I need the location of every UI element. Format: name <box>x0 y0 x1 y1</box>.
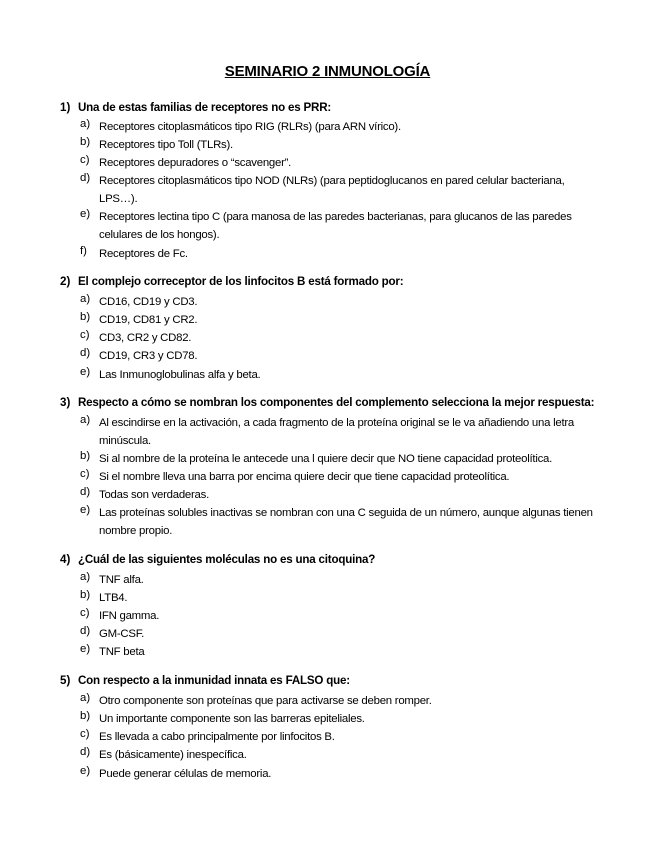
option-text: Otro componente son proteínas que para activarse se deben romper. <box>99 695 432 707</box>
option-text: Al escindirse en la activación, a cada fragmento de la proteína original se le va añadiendo una letra minúscula. <box>99 417 574 447</box>
option-text: Receptores lectina tipo C (para manosa de las paredes bacterianas, para glucanos de las paredes celulares de los hongos). <box>99 211 572 241</box>
option-text: TNF beta <box>99 646 145 658</box>
question-text: ¿Cuál de las siguientes moléculas no es una citoquina? <box>78 553 376 566</box>
option-label: b) <box>80 710 91 722</box>
option-label: a) <box>80 414 91 426</box>
option-label: e) <box>80 765 91 777</box>
option-label: e) <box>80 366 91 378</box>
question-text: Una de estas familias de receptores no es PRR: <box>78 101 332 114</box>
option-text: Todas son verdaderas. <box>99 489 209 501</box>
option-label: c) <box>80 468 90 480</box>
option-label: d) <box>80 625 91 637</box>
option-label: c) <box>80 329 90 341</box>
option-text: Las proteínas solubles inactivas se nombran con una C seguida de un número, aunque algunas tienen nombre propio. <box>99 507 593 537</box>
option-text: Receptores de Fc. <box>99 248 188 260</box>
option-label: a) <box>80 118 91 130</box>
option-label: d) <box>80 486 91 498</box>
option-text: Si el nombre lleva una barra por encima quiere decir que tiene capacidad proteolítica. <box>99 471 510 483</box>
option-label: e) <box>80 208 91 220</box>
option-text: TNF alfa. <box>99 574 144 586</box>
option-text: GM-CSF. <box>99 628 145 640</box>
option-label: f) <box>80 245 87 257</box>
option-label: d) <box>80 172 91 184</box>
option-text: Un importante componente son las barreras epiteliales. <box>99 713 365 725</box>
option-label: b) <box>80 311 91 323</box>
option-label: d) <box>80 746 91 758</box>
option-label: b) <box>80 589 91 601</box>
option-label: b) <box>80 136 91 148</box>
option-text: Es (básicamente) inespecífica. <box>99 749 247 761</box>
option-text: CD19, CR3 y CD78. <box>99 350 198 362</box>
option-text: Puede generar células de memoria. <box>99 768 272 780</box>
option-text: IFN gamma. <box>99 610 160 622</box>
option-label: a) <box>80 293 91 305</box>
option-text: Es llevada a cabo principalmente por linfocitos B. <box>99 731 335 743</box>
option-label: e) <box>80 643 91 655</box>
option-text: CD19, CD81 y CR2. <box>99 314 198 326</box>
question-number: 2) <box>60 275 71 288</box>
page-title: SEMINARIO 2 INMUNOLOGÍA <box>224 63 431 80</box>
option-label: d) <box>80 347 91 359</box>
option-text: CD16, CD19 y CD3. <box>99 296 198 308</box>
question-text: Respecto a cómo se nombran los componentes del complemento selecciona la mejor respuesta: <box>78 396 595 409</box>
option-label: a) <box>80 692 91 704</box>
option-text: Receptores depuradores o “scavenger”. <box>99 157 292 169</box>
option-label: b) <box>80 450 91 462</box>
option-label: c) <box>80 154 90 166</box>
question-text: El complejo correceptor de los linfocitos B está formado por: <box>78 275 404 288</box>
option-text: CD3, CR2 y CD82. <box>99 332 192 344</box>
question-number: 3) <box>60 396 71 409</box>
option-text: LTB4. <box>99 592 128 604</box>
question-number: 4) <box>60 553 71 566</box>
option-label: c) <box>80 607 90 619</box>
question-text: Con respecto a la inmunidad innata es FALSO que: <box>78 674 350 687</box>
option-text: Las Inmunoglobulinas alfa y beta. <box>99 369 261 381</box>
question-number: 5) <box>60 674 71 687</box>
option-text: Receptores tipo Toll (TLRs). <box>99 139 233 151</box>
option-text: Receptores citoplasmáticos tipo RIG (RLRs) (para ARN vírico). <box>99 121 401 133</box>
question-number: 1) <box>60 101 71 114</box>
option-text: Si al nombre de la proteína le antecede una l quiere decir que NO tiene capacidad proteolítica. <box>99 453 553 465</box>
option-label: c) <box>80 728 90 740</box>
option-label: e) <box>80 504 91 516</box>
option-label: a) <box>80 571 91 583</box>
option-text: Receptores citoplasmáticos tipo NOD (NLRs) (para peptidoglucanos en pared celular bacteriana, LPS…). <box>99 175 565 205</box>
